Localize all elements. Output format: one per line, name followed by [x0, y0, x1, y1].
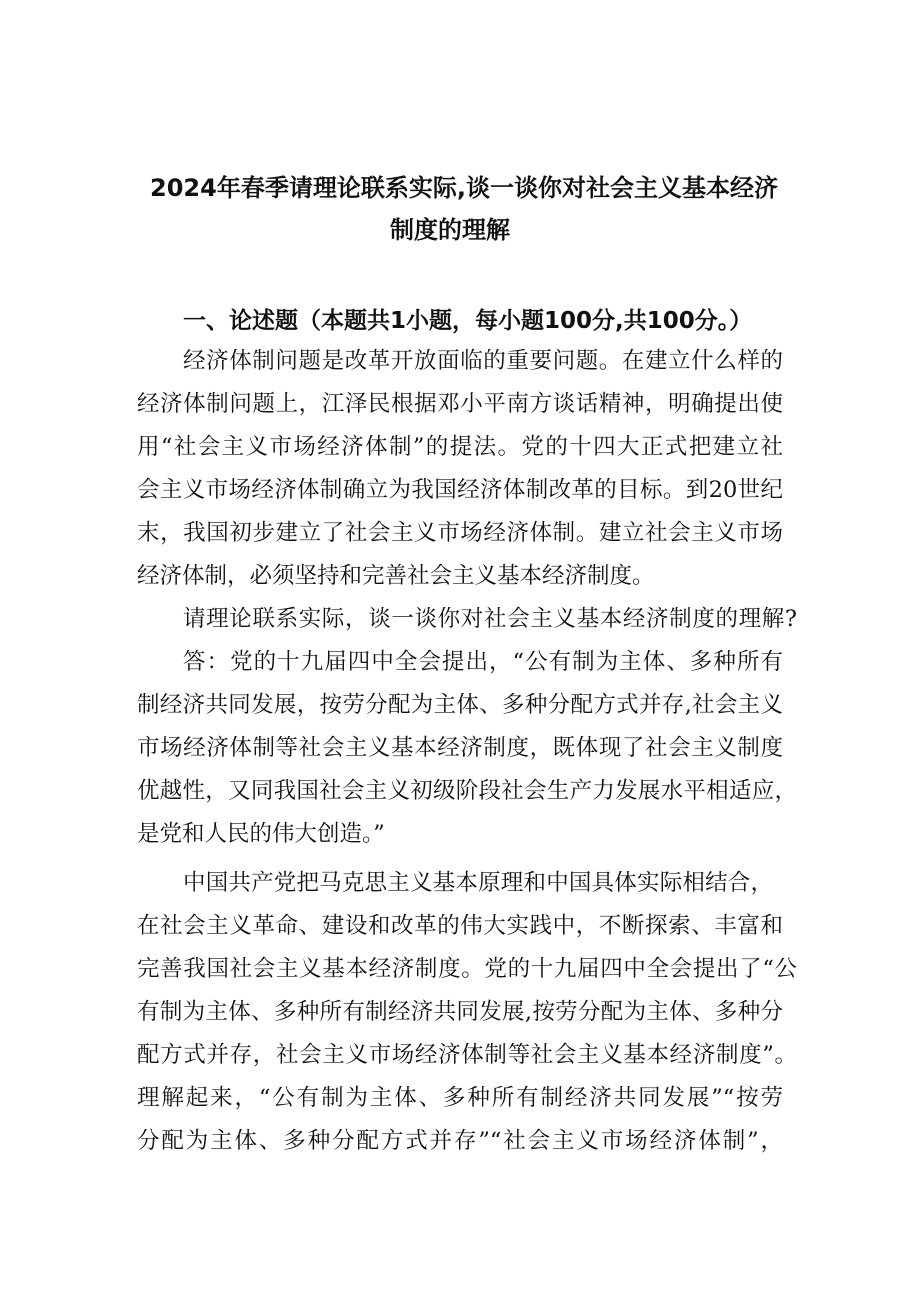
- body-line: 有制为主体、多种所有制经济共同发展,按劳分配为主体、多种分: [137, 999, 783, 1025]
- answer-line: 是党和人民的伟大创造。”: [137, 821, 385, 847]
- body-line: 分配为主体、多种分配方式并存”“社会主义市场经济体制”，: [137, 1128, 783, 1154]
- body-line: 经济体制问题是改革开放面临的重要问题。在建立什么样的: [183, 348, 783, 374]
- body-line: 用“社会主义市场经济体制”的提法。党的十四大正式把建立社: [137, 434, 783, 460]
- body-line: 经济体制，必须坚持和完善社会主义基本经济制度。: [137, 563, 655, 589]
- answer-line: 制经济共同发展，按劳分配为主体、多种分配方式并存,社会主义: [137, 692, 783, 718]
- question-line: 请理论联系实际，谈一谈你对社会主义基本经济制度的理解?: [183, 606, 797, 632]
- section-heading: 一、论述题（本题共1小题，每小题100分,共100分。）: [183, 308, 753, 334]
- body-line: 配方式并存，社会主义市场经济体制等社会主义基本经济制度”。: [137, 1042, 797, 1068]
- body-line: 中国共产党把马克思主义基本原理和中国具体实际相结合，: [183, 870, 773, 896]
- body-line: 经济体制问题上，江泽民根据邓小平南方谈话精神，明确提出使: [137, 391, 783, 417]
- body-line: 在社会主义革命、建设和改革的伟大实践中，不断探索、丰富和: [137, 913, 783, 939]
- document-title-line-2: 制度的理解: [390, 216, 510, 244]
- body-line: 完善我国社会主义基本经济制度。党的十九届四中全会提出了“公: [137, 956, 797, 982]
- body-line: 会主义市场经济体制确立为我国经济体制改革的目标。到20世纪: [137, 477, 783, 503]
- answer-line: 答：党的十九届四中全会提出，“公有制为主体、多种所有: [183, 649, 783, 675]
- body-line: 理解起来，“公有制为主体、多种所有制经济共同发展”“按劳: [137, 1085, 783, 1111]
- answer-line: 市场经济体制等社会主义基本经济制度，既体现了社会主义制度: [137, 735, 783, 761]
- document-title-line-1: 2024年春季请理论联系实际,谈一谈你对社会主义基本经济: [150, 174, 778, 202]
- body-line: 末，我国初步建立了社会主义市场经济体制。建立社会主义市场: [137, 520, 783, 546]
- answer-line: 优越性，又同我国社会主义初级阶段社会生产力发展水平相适应，: [137, 778, 797, 804]
